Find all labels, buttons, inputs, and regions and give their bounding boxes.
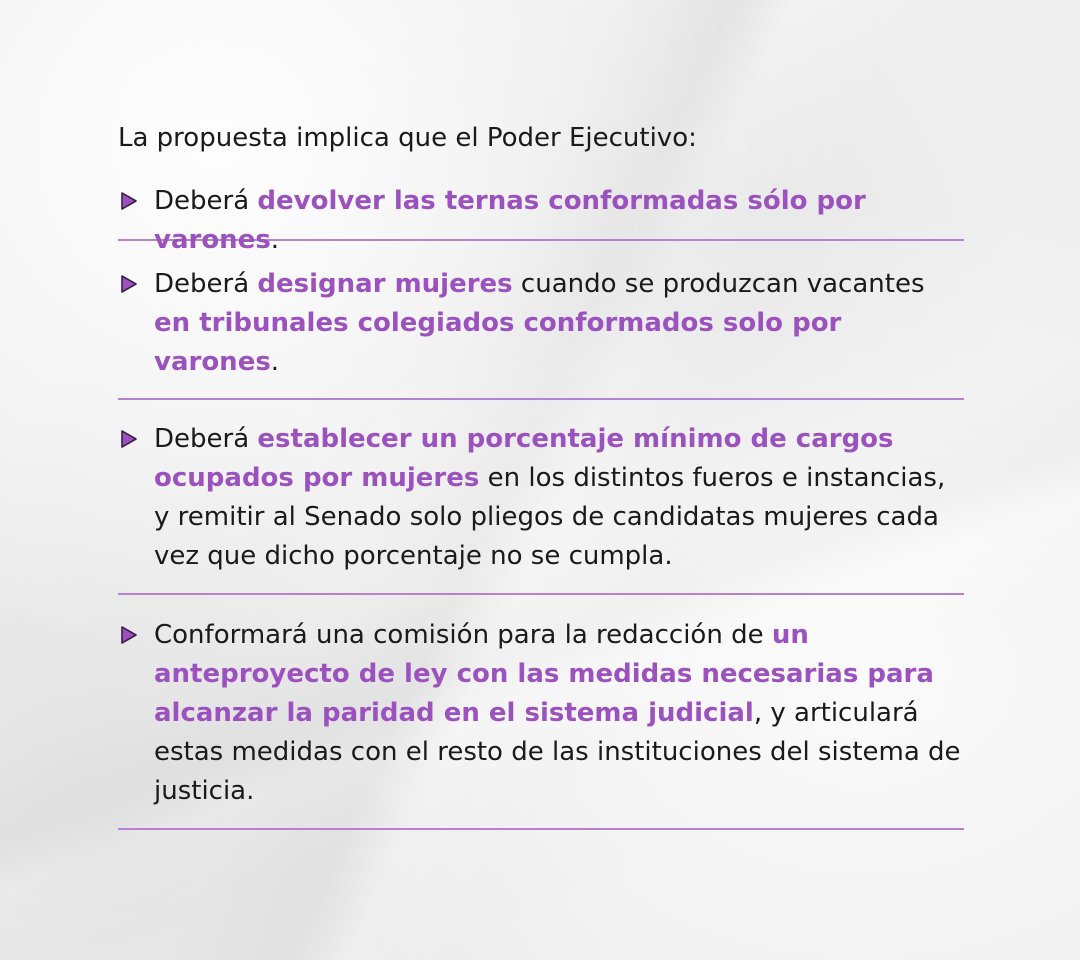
item-text-plain: Deberá [154, 269, 258, 299]
list-item [118, 420, 964, 595]
item-text-plain: Deberá [154, 424, 258, 454]
item-text-plain: Conformará una comisión para la redacción de [154, 620, 772, 650]
item-text [154, 616, 964, 811]
triangle-arrow-icon [120, 429, 138, 449]
triangle-arrow-icon [120, 191, 138, 211]
item-text-plain: en los distintos fueros e instancias, y remitir al Senado solo pliegos de candidatas mujeres cada vez que dicho porcentaje no se cumpla. [154, 463, 946, 571]
item-text-highlight: en tribunales colegiados conformados solo por varones [154, 308, 842, 377]
item-text-highlight: establecer un porcentaje mínimo de cargos ocupados por mujeres [154, 424, 894, 493]
list-item [118, 616, 964, 830]
item-text-highlight: designar mujeres [257, 269, 513, 299]
triangle-arrow-icon [120, 274, 138, 294]
item-text [154, 420, 964, 576]
intro-text: La propuesta implica que el Poder Ejecutivo: [118, 123, 697, 153]
list-item [118, 182, 964, 255]
item-text [154, 265, 964, 382]
item-text-highlight: devolver las ternas conformadas sólo por varones [154, 186, 866, 255]
item-text-plain: . [270, 347, 280, 377]
item-text-plain: , y articulará estas medidas con el resto de las instituciones del sistema de justicia. [154, 698, 961, 806]
item-text [154, 182, 964, 260]
item-text-plain: . [270, 225, 280, 255]
item-text-highlight: un anteproyecto de ley con las medidas necesarias para alcanzar la paridad en el sistema judicial [154, 620, 934, 728]
triangle-arrow-icon [120, 625, 138, 645]
content [118, 118, 964, 830]
item-text-plain: cuando se produzcan vacantes [512, 269, 925, 299]
list-item [118, 265, 964, 400]
item-text-plain: Deberá [154, 186, 258, 216]
